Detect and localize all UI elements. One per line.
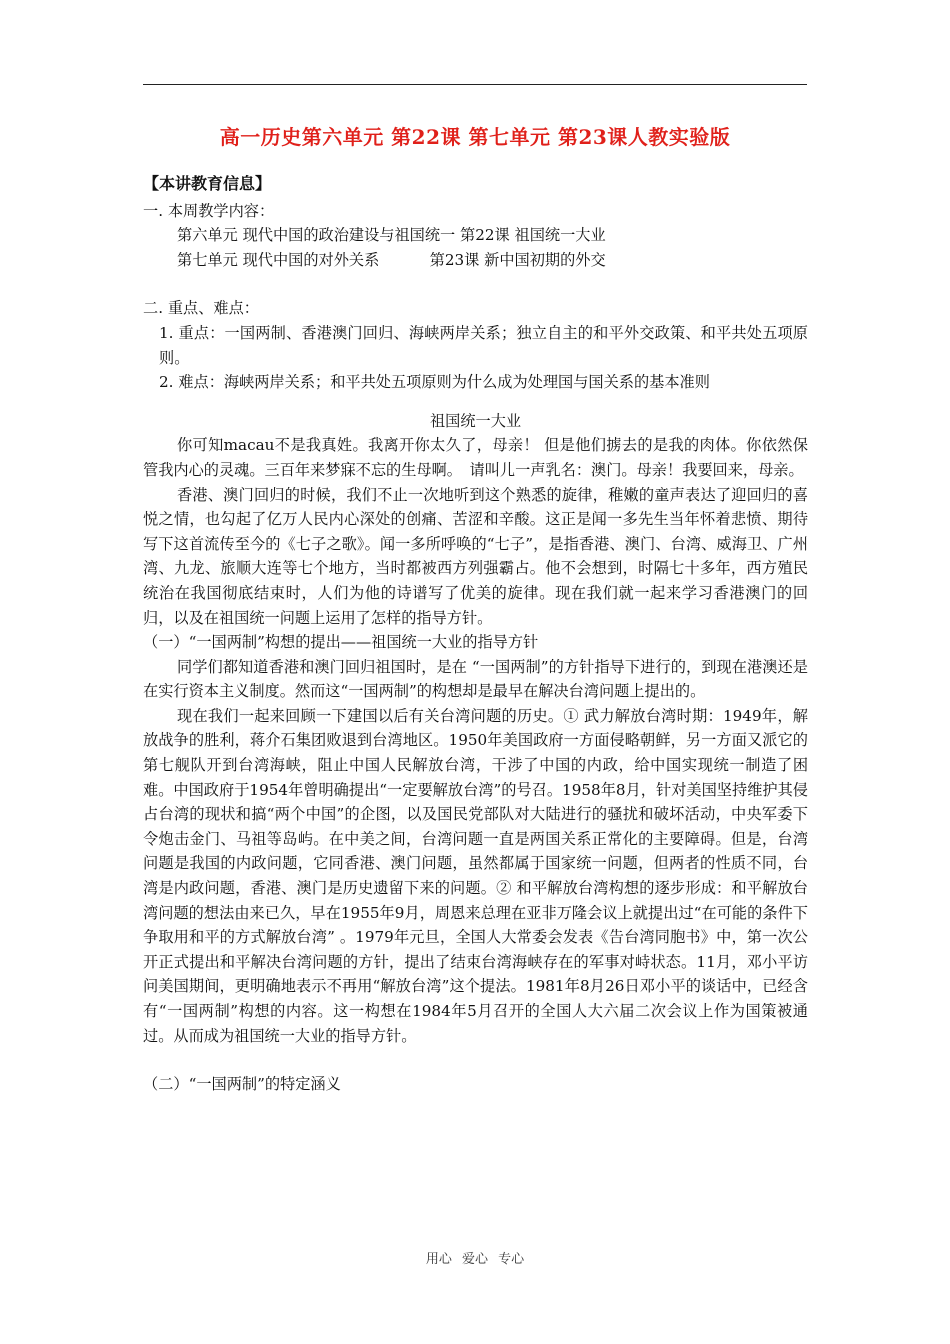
paragraph-taiwan-history: 现在我们一起来回顾一下建国以后有关台湾问题的历史。① 武力解放台湾时期：1949年，解放战争的胜利，蒋介石集团败退到台湾地区。1950年美国政府一方面侵略朝鲜，另一方面又派它的第七舰队开到台湾海峡，阻止中国人民解放台湾，干涉了中国的内政，给中国实现统一制造了困难。中国政府于1954年曾明确提出“一定要解放台湾”的号召。1958年8月，针对美国坚持维护其侵占台湾的现状和搞“两个中国”的企图，以及国民党部队对大陆进行的骚扰和破坏活动，中央军委下令炮击金门、马祖等岛屿。在中美之间，台湾问题一直是两国关系正常化的主要障碍。但是，台湾问题是我国的内政问题，它同香港、澳门问题，虽然都属于国家统一问题，但两者的性质不同，台湾是内政问题，香港、澳门是历史遗留下来的问题。② 和平解放台湾构想的逐步形成：和平解放台湾问题的想法由来已久，早在1955年9月，周恩来总理在亚非万隆会议上就提出过“在可能的条件下争取用和平的方式解放台湾” 。1979年元旦，全国人大常委会发表《告台湾同胞书》中，第一次公开正式提出和平解决台湾问题的方针，提出了结束台湾海峡存在的军事对峙状态。11月，邓小平访问美国期间，更明确地表示不再用“解放台湾”这个提法。1981年8月26日邓小平的谈话中，已经含有“一国两制”构想的内容。这一构想在1984年5月召开的全国人大六届二次会议上作为国策被通过。从而成为祖国统一大业的指导方针。 [143,706,808,1045]
document-body [143,172,808,1097]
section-1-line-1: 第六单元 现代中国的政治建设与祖国统一 第22课 祖国统一大业 [177,226,606,245]
section-heading: 【本讲教育信息】 [143,174,272,193]
section-2-item-1: 1. 重点：一国两制、香港澳门回归、海峡两岸关系；独立自主的和平外交政策、和平共处五项原则。 [159,323,808,367]
spacer [143,272,808,296]
paragraph-poem: 你可知macau不是我真姓。我离开你太久了，母亲！ 但是他们掳去的是我的肉体。你依然保管我内心的灵魂。三百年来梦寐不忘的生母啊。 请叫儿一声乳名：澳门。母亲！我要回来，母亲。 [143,436,808,479]
lesson-title: 祖国统一大业 [429,411,522,430]
section-1-line-2: 第七单元 现代中国的对外关系 第23课 新中国初期的外交 [177,250,606,269]
paragraph-one-country: 同学们都知道香港和澳门回归祖国时，是在 “一国两制”的方针指导下进行的，到现在港澳还是在实行资本主义制度。然而这“一国两制”的构想却是最早在解决台湾问题上提出的。 [143,657,808,701]
spacer [143,1048,808,1072]
spacer [143,395,808,409]
subheading-1: （一）“一国两制”构想的提出——祖国统一大业的指导方针 [143,633,539,652]
document-title: 高一历史第六单元 第22课 第七单元 第23课人教实验版 [219,125,731,149]
page-footer: 用心 爱心 专心 [425,1252,525,1267]
section-2-heading: 二. 重点、难点： [143,299,259,318]
section-2-item-2: 2. 难点：海峡两岸关系；和平共处五项原则为什么成为处理国与国关系的基本准则 [159,373,710,392]
section-1-heading: 一. 本周教学内容： [143,201,275,220]
header-rule [143,84,807,85]
paragraph-intro: 香港、澳门回归的时候，我们不止一次地听到这个熟悉的旋律，稚嫩的童声表达了迎回归的喜悦之情，也勾起了亿万人民内心深处的创痛、苦涩和辛酸。这正是闻一多先生当年怀着悲愤、期待写下这首流传至今的《七子之歌》。闻一多所呼唤的“七子”，是指香港、澳门、台湾、威海卫、广州湾、九龙、旅顺大连等七个地方，当时都被西方列强霸占。他不会想到，时隔七十多年，西方殖民统治在我国彻底结束时，人们为他的诗谱写了优美的旋律。现在我们就一起来学习香港澳门的回归，以及在祖国统一问题上运用了怎样的指导方针。 [143,485,808,627]
subheading-2: （二）“一国两制”的特定涵义 [143,1075,341,1094]
